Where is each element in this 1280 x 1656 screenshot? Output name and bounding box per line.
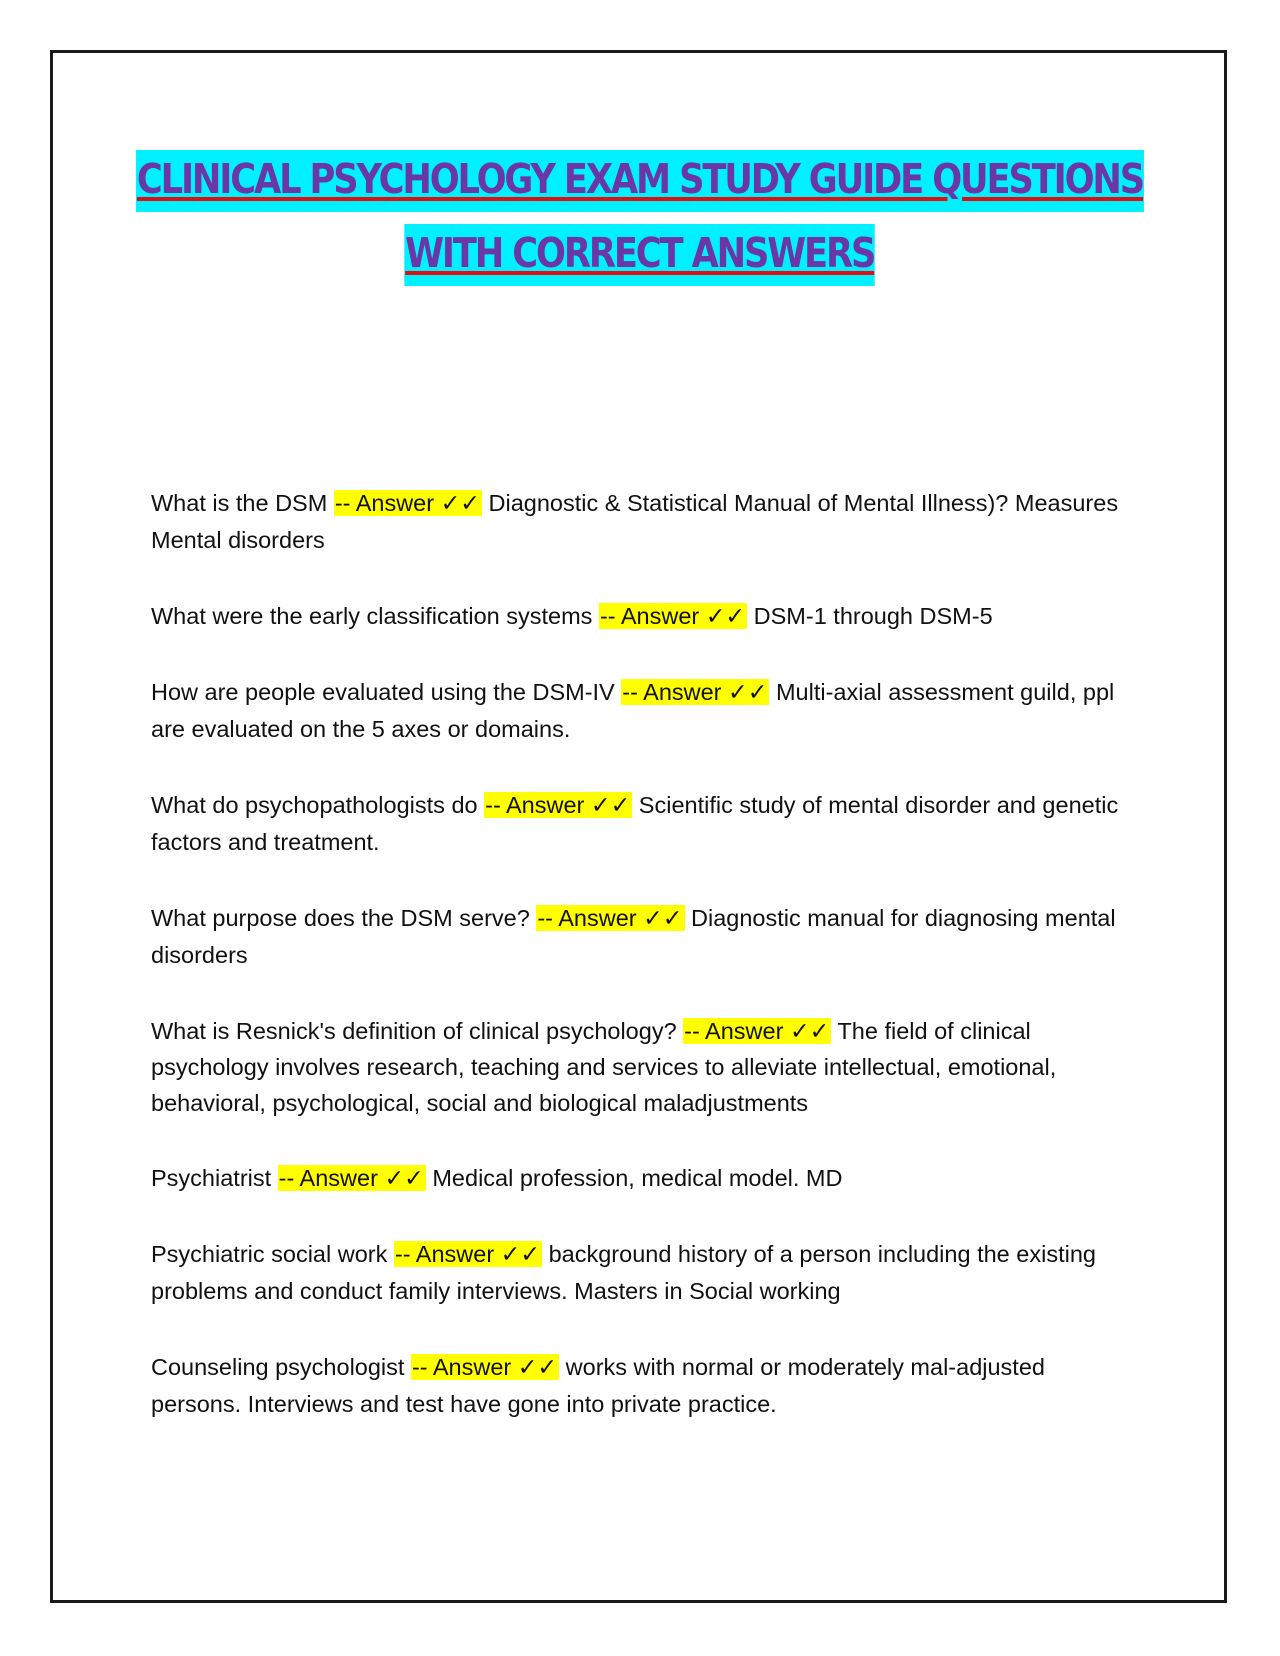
qa-item — [151, 1013, 1141, 1121]
qa-answer: Multi-axial assessment guild, ppl are evaluated on the 5 axes or domains. — [151, 679, 1115, 742]
title-line-1: CLINICAL PSYCHOLOGY EXAM STUDY GUIDE QUESTIONS — [136, 150, 1144, 212]
qa-question: What is Resnick's definition of clinical psychology? — [151, 1018, 684, 1044]
qa-answer: Diagnostic manual for diagnosing mental disorders — [151, 905, 1116, 968]
qa-item — [151, 598, 1141, 635]
qa-answer: works with normal or moderately mal-adjusted persons. Interviews and test have gone into private practice. — [151, 1354, 1045, 1417]
qa-question: How are people evaluated using the DSM-IV — [151, 679, 622, 705]
qa-item — [151, 1349, 1141, 1423]
answer-marker: -- Answer ✓✓ — [684, 1018, 830, 1044]
qa-item — [151, 485, 1141, 559]
qa-answer: Scientific study of mental disorder and genetic factors and treatment. — [151, 792, 1119, 855]
qa-item — [151, 900, 1141, 974]
title-line-2: WITH CORRECT ANSWERS — [405, 224, 876, 286]
document-title — [0, 150, 1280, 286]
qa-question: What do psychopathologists do — [151, 792, 485, 818]
qa-question: What is the DSM — [151, 490, 334, 516]
answer-marker: -- Answer ✓✓ — [485, 792, 631, 818]
qa-answer: DSM-1 through DSM-5 — [747, 603, 993, 629]
answer-marker: -- Answer ✓✓ — [411, 1354, 558, 1380]
qa-answer: Medical profession, medical model. MD — [425, 1165, 843, 1191]
qa-list — [151, 485, 1141, 1462]
qa-question: Psychiatrist — [151, 1165, 278, 1191]
answer-marker: -- Answer ✓✓ — [599, 603, 746, 629]
qa-item — [151, 1236, 1141, 1310]
qa-question: What purpose does the DSM serve? — [151, 905, 537, 931]
qa-item — [151, 787, 1141, 861]
qa-answer: background history of a person including the existing problems and conduct family interviews. Masters in Social working — [151, 1241, 1096, 1304]
qa-question: Counseling psychologist — [151, 1354, 411, 1380]
answer-marker: -- Answer ✓✓ — [622, 679, 768, 705]
qa-answer: Diagnostic & Statistical Manual of Mental Illness)? Measures Mental disorders — [151, 490, 1119, 553]
qa-answer: The field of clinical psychology involves research, teaching and services to alleviate intellectual, emotional, behavioral, psychological, social and biological maladjustments — [151, 1018, 1057, 1116]
qa-item — [151, 1160, 1141, 1197]
answer-marker: -- Answer ✓✓ — [537, 905, 683, 931]
qa-question: What were the early classification systems — [151, 603, 599, 629]
qa-item — [151, 674, 1141, 748]
answer-marker: -- Answer ✓✓ — [278, 1165, 424, 1191]
answer-marker: -- Answer ✓✓ — [394, 1241, 541, 1267]
answer-marker: -- Answer ✓✓ — [334, 490, 480, 516]
qa-question: Psychiatric social work — [151, 1241, 394, 1267]
